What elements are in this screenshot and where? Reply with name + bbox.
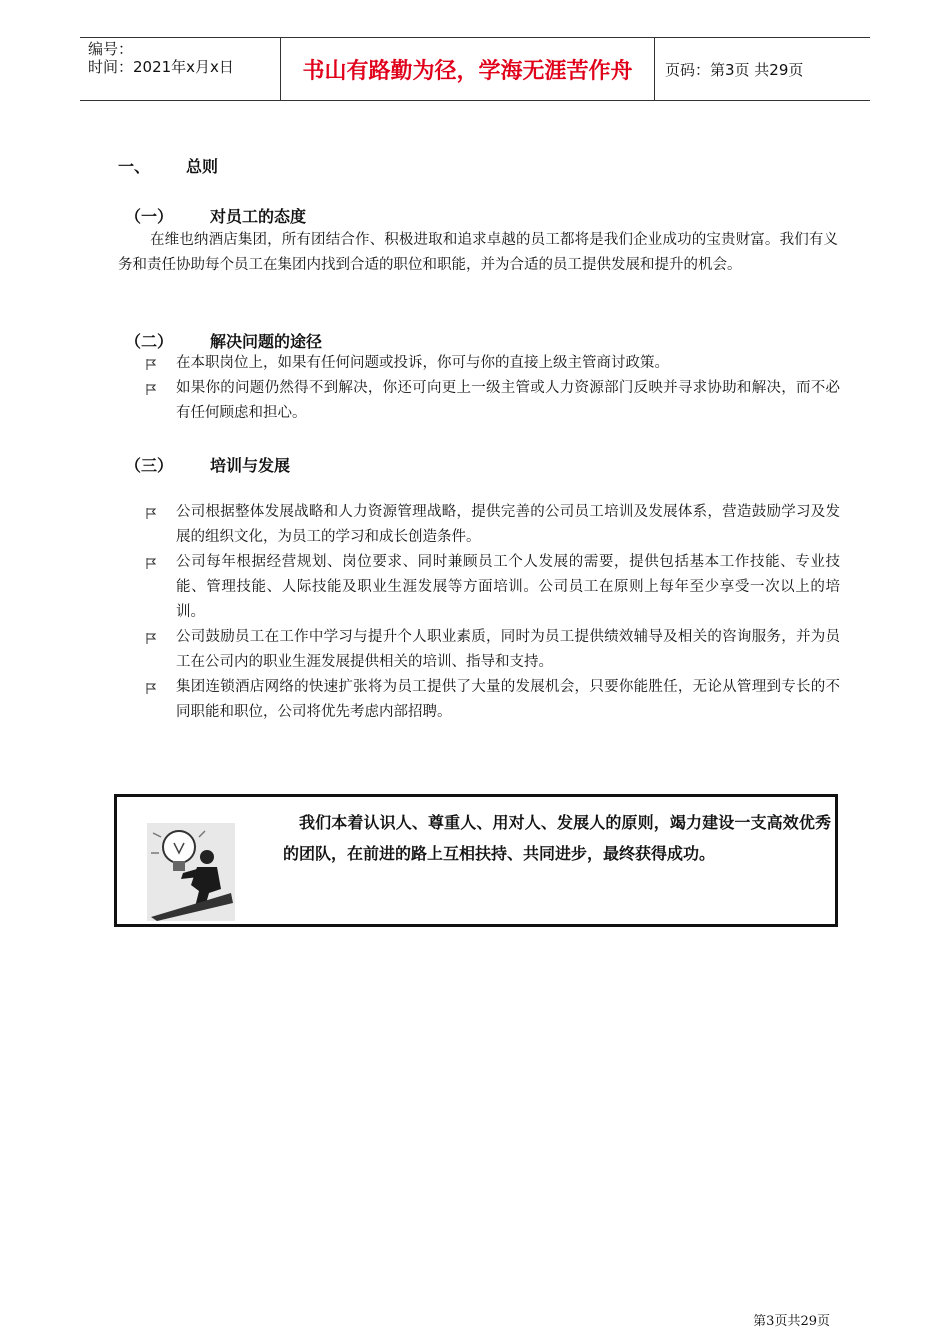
header-meta <box>80 38 281 100</box>
list-item: 公司根据整体发展战略和人力资源管理战略，提供完善的公司员工培训及发展体系，营造鼓励学习及发展的组织文化，为员工的学习和成长创造条件。 <box>145 500 840 550</box>
flag-bullet-icon <box>145 632 158 645</box>
subsection-title: 解决问题的途径 <box>210 332 323 351</box>
flag-bullet-icon <box>145 507 158 520</box>
page-header <box>80 37 870 101</box>
subsection-number: （一） <box>125 207 174 226</box>
section-number: 一、 <box>118 157 151 176</box>
flag-bullet-icon <box>145 358 158 371</box>
subsection-heading-problem-solving <box>125 329 322 352</box>
header-page-info: 页码：第3页 共29页 <box>665 60 804 79</box>
training-list <box>145 500 840 725</box>
list-item: 公司鼓励员工在工作中学习与提升个人职业素质，同时为员工提供绩效辅导及相关的咨询服务，并为员工在公司内的职业生涯发展提供相关的培训、指导和支持。 <box>145 625 840 675</box>
header-motto: 书山有路勤为径，学海无涯苦作舟 <box>281 38 655 100</box>
flag-bullet-icon <box>145 383 158 396</box>
list-item: 集团连锁酒店网络的快速扩张将为员工提供了大量的发展机会，只要你能胜任，无论从管理到专长的不同职能和职位，公司将优先考虑内部招聘。 <box>145 675 840 725</box>
page-footer: 第3页共29页 <box>753 1314 830 1329</box>
problem-solving-list <box>145 351 840 426</box>
subsection-heading-training <box>125 453 290 476</box>
section-heading <box>118 154 218 177</box>
subsection-number: （二） <box>125 332 174 351</box>
section-title: 总则 <box>186 157 219 176</box>
flag-bullet-icon <box>145 557 158 570</box>
subsection-title: 培训与发展 <box>210 456 291 475</box>
attitude-paragraph: 在维也纳酒店集团，所有团结合作、积极进取和追求卓越的员工都将是我们企业成功的宝贵财富。我们有义务和责任协助每个员工在集团内找到合适的职位和职能，并为合适的员工提供发展和提升的机会。 <box>118 232 838 273</box>
list-item: 公司每年根据经营规划、岗位要求、同时兼顾员工个人发展的需要，提供包括基本工作技能、专业技能、管理技能、人际技能及职业生涯发展等方面培训。公司员工在原则上每年至少享受一次以上的培训。 <box>145 550 840 625</box>
subsection-number: （三） <box>125 456 174 475</box>
callout-text: 我们本着认识人、尊重人、用对人、发展人的原则，竭力建设一支高效优秀的团队，在前进的路上互相扶持、共同进步，最终获得成功。 <box>283 813 831 863</box>
subsection-title: 对员工的态度 <box>210 207 307 226</box>
time-label: 时间：2021年x月x日 <box>88 58 234 76</box>
list-item: 如果你的问题仍然得不到解决，你还可向更上一级主管或人力资源部门反映并寻求协助和解决，而不必有任何顾虑和担心。 <box>145 376 840 426</box>
subsection-heading-attitude <box>125 204 306 227</box>
flag-bullet-icon <box>145 682 158 695</box>
list-item: 在本职岗位上，如果有任何问题或投诉，你可与你的直接上级主管商讨政策。 <box>145 351 840 376</box>
number-label: 编号： <box>88 40 134 58</box>
callout-box <box>114 794 838 927</box>
lightbulb-person-icon <box>147 823 235 921</box>
